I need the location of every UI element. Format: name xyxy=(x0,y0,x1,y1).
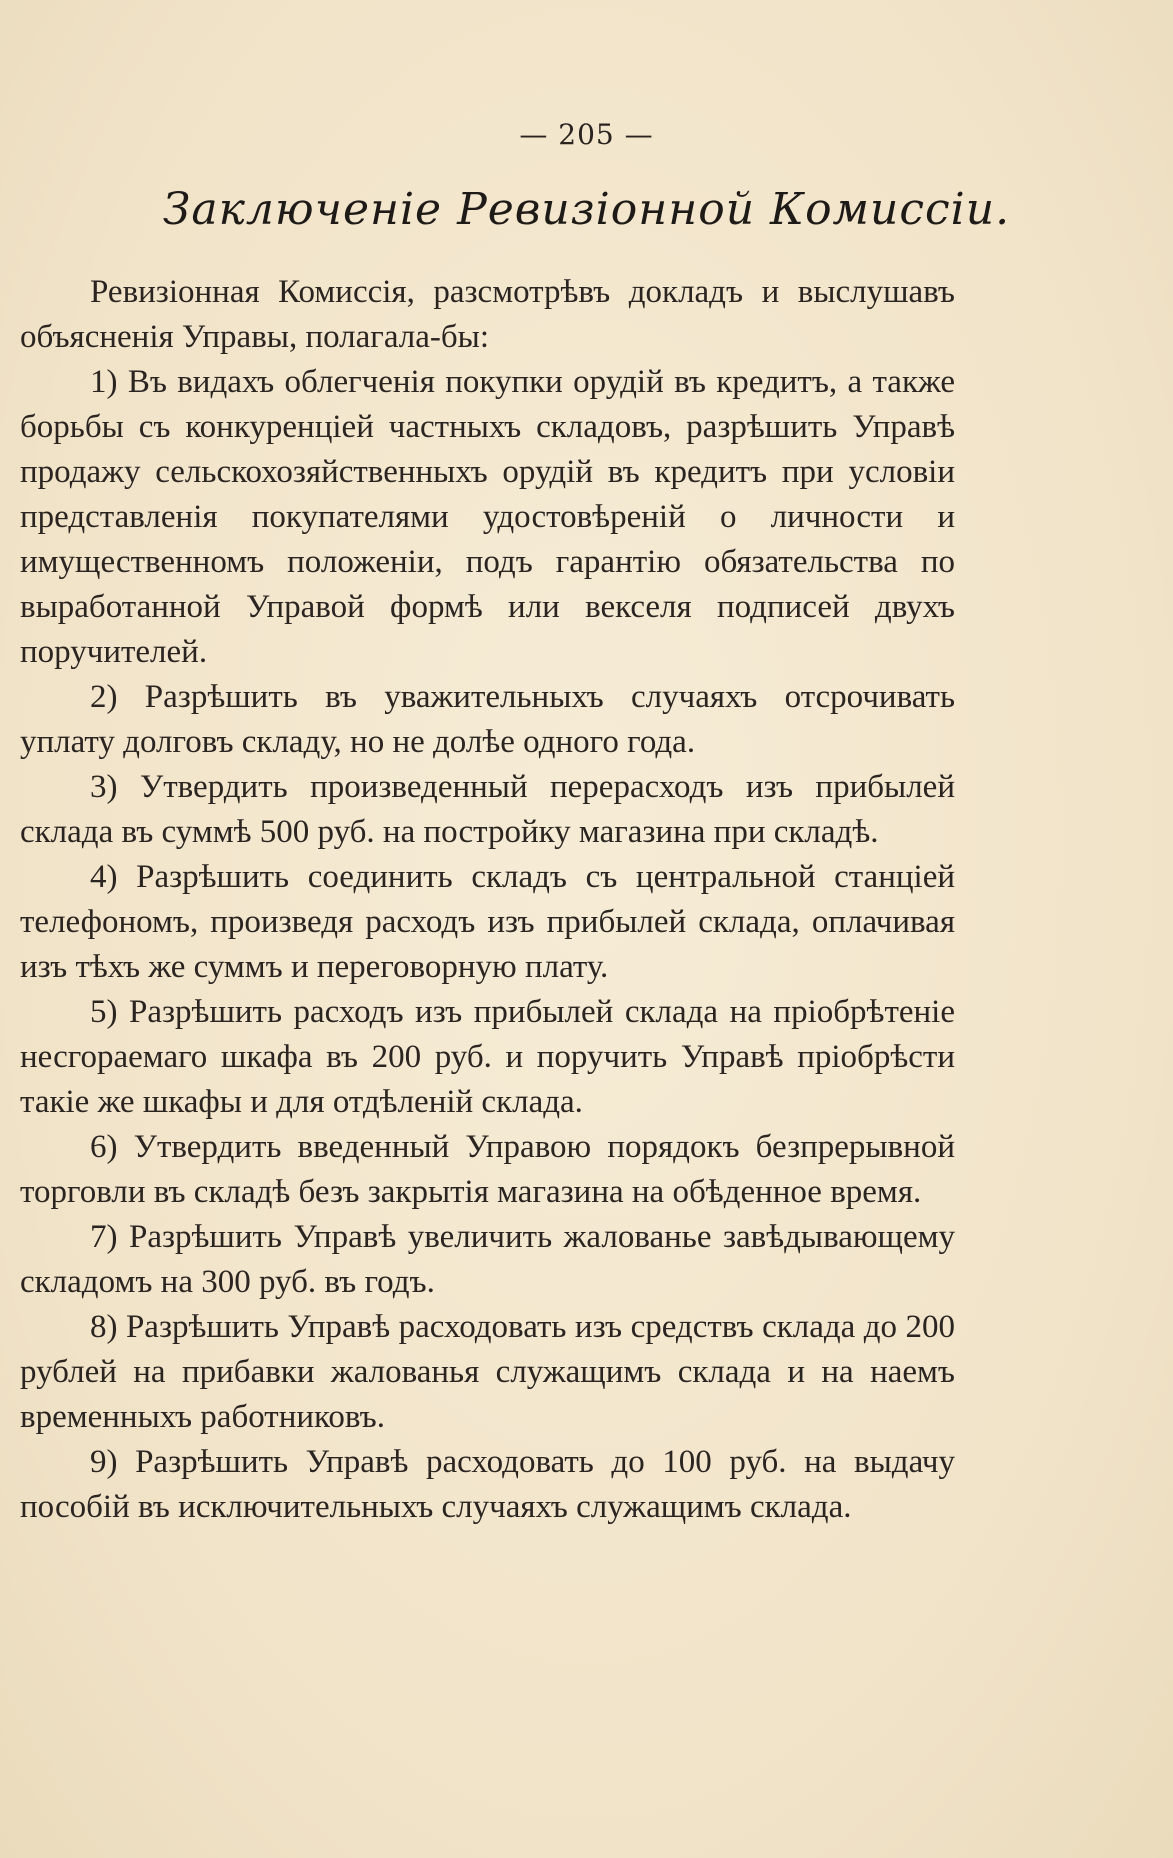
paragraph-intro: Ревизіонная Комиссія, разсмотрѣвъ докладъ и выслушавъ объясненія Управы, полагала-бы: xyxy=(20,274,955,355)
paragraph-item-9: 9) Разрѣшить Управѣ расходовать до 100 руб. на выдачу пособій въ исключительныхъ случаяхъ служащимъ склада. xyxy=(20,1444,955,1525)
page-number: — 205 — xyxy=(519,118,654,151)
body-text xyxy=(20,270,955,1530)
paragraph-item-6: 6) Утвердить введенный Управою порядокъ безпрерывной торговли въ складѣ безъ закрытія магазина на обѣденное время. xyxy=(20,1129,955,1210)
paragraph-item-8: 8) Разрѣшить Управѣ расходовать изъ средствъ склада до 200 рублей на прибавки жалованья служащимъ склада и на наемъ временныхъ работниковъ. xyxy=(20,1309,955,1435)
paragraph-item-7: 7) Разрѣшить Управѣ увеличить жалованье завѣдывающему складомъ на 300 руб. въ годъ. xyxy=(20,1219,955,1300)
document-title: Заключеніе Ревизіонной Комиссіи. xyxy=(162,184,1011,235)
paragraph-item-4: 4) Разрѣшить соединить складъ съ центральной станціей телефономъ, произведя расходъ изъ прибылей склада, оплачивая изъ тѣхъ же суммъ и переговорную плату. xyxy=(20,859,955,985)
paragraph-item-1: 1) Въ видахъ облегченія покупки орудій въ кредитъ, а также борьбы съ конкуренціей частныхъ складовъ, разрѣшить Управѣ продажу сельскохозяйственныхъ орудій въ кредитъ при условіи представленія покупателями удостовѣреній о личности и имущественномъ положеніи, подъ гарантію обязательства по выработанной Управой формѣ или векселя подписей двухъ поручителей. xyxy=(20,364,955,670)
paragraph-item-3: 3) Утвердить произведенный перерасходъ изъ прибылей склада въ суммѣ 500 руб. на постройку магазина при складѣ. xyxy=(20,769,955,850)
paragraph-item-5: 5) Разрѣшить расходъ изъ прибылей склада на пріобрѣтеніе несгораемаго шкафа въ 200 руб. и поручить Управѣ пріобрѣсти такіе же шкафы и для отдѣленій склада. xyxy=(20,994,955,1120)
paragraph-item-2: 2) Разрѣшить въ уважительныхъ случаяхъ отсрочивать уплату долговъ складу, но не долѣе одного года. xyxy=(20,679,955,760)
